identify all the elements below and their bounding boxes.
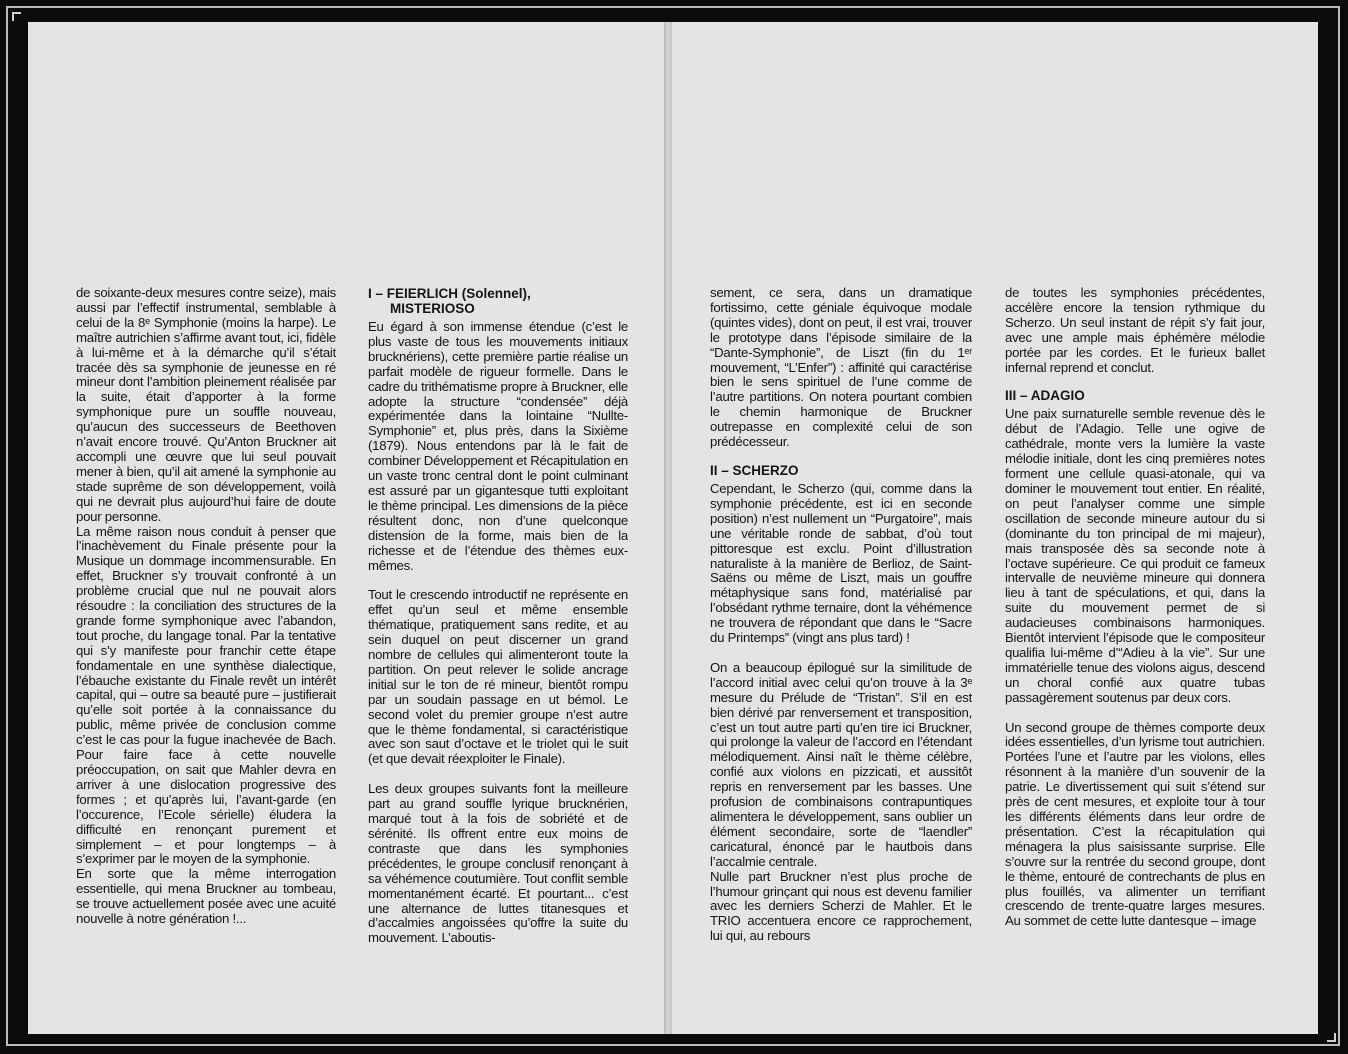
paragraph: Cependant, le Scherzo (qui, comme dans la symphonie précédente, est ici en seconde position) n’est nullement un “Purgatoire”, mais une véritable ronde de sabbat, d’où tout pittoresque est exclu. Point d’illustration naturaliste à la manière de Berlioz, de Saint-Saëns ou même de Liszt, mais un gouffre métaphysique sans fond, matérialisé par l’obsédant rythme ternaire, dont la véhémence ne trouvera de répondant que dans le “Sacre du Printemps” (vingt ans plus tard) ! [710, 480, 972, 646]
paragraph: de soixante-deux mesures contre seize), mais aussi par l’effectif instrumental, semblable à celui de la 8ᵉ Symphonie (moins la harpe). Le maître autrichien s’affirme avant tout, ici, fidèle à lui-même et à la démarche qu’il s’était tracée dès sa symphonie de jeunesse en ré mineur dont l’ambition pleinement réalisée par la suite, était d’apporter à la forme symphonique pure un souffle nouveau, qu’aucun des successeurs de Beethoven n’avait encore trouvé. Qu’Anton Bruckner ait accompli une œuvre que lui seul pouvait mener à bien, qu’il ait amené la symphonie au stade suprême de son développement, voilà qui ne devrait plus aujourd’hui faire de doute pour personne. [76, 286, 336, 524]
paragraph: Eu égard à son immense étendue (c’est le plus vaste de tous les mouvements initiaux brucknériens), cette première partie réalise un parfait modèle de rigueur formelle. Dans le cadre du trithématisme propre à Bruckner, elle adopte la structure “condensée” déjà expérimentée dans la lointaine “Nullte-Symphonie” et, plus près, dans la Sixième (1879). Nous entendons par là le fait de combiner Développement et Récapitulation en un vaste tronc central dont le point culminant est assuré par un gigantesque tutti exploitant le thème principal. Les dimensions de la pièce résultent donc, non d’une quelconque distension de la forme, mais bien de la richesse et de l’étendue des thèmes eux-mêmes. [368, 319, 628, 573]
paragraph: de toutes les symphonies précédentes, accélère encore la tension rythmique du Scherzo. Un seul instant de répit s’y fait jour, avec une ample mais éphémère mélodie portée par les cordes. Et le furieux ballet infernal reprend et conclut. [1005, 286, 1265, 375]
section-heading-feierlich [368, 286, 628, 316]
paragraph: Les deux groupes suivants font la meilleure part au grand souffle lyrique brucknérien, marqué tout à la fois de sobriété et de sérénité. Ils offrent entre eux moins de contraste que dans les symphonies précédentes, le groupe conclusif renonçant à sa véhémence coutumière. Tout conflit semble momentanément écarté. Et pourtant... c’est une alternance de luttes titanesques et d’accalmies angoissées qu’offre la suite du mouvement. L’aboutis- [368, 781, 628, 946]
paragraph: Une paix surnaturelle semble revenue dès le début de l’Adagio. Telle une ogive de cathédrale, monte vers la lumière la vaste mélodie initiale, dont les cinq premières notes forment une cellule quasi-atonale, qui va dominer le mouvement tout entier. En réalité, on peut l’analyser comme une simple oscillation de seconde mineure autour du si (dominante du ton principal de mi majeur), mais transposée dès sa seconde note à l’octave supérieure. Ce qui produit ce fameux intervalle de neuvième mineure qui donnera lieu à tant de spéculations, et qui, dans la suite du mouvement permet de si audacieuses combinaisons harmoniques. Bientôt intervient l’épisode que le compositeur qualifia lui-même d’“Adieu à la vie”. Sur une immatérielle tenue des violons aigus, descend un choral confié aux quatre tubas passagèrement soutenus par deux cors. [1005, 406, 1265, 705]
paragraph: On a beaucoup épilogué sur la similitude de l’accord initial avec celui qu’on trouve à la 3ᵉ mesure du Prélude de “Tristan”. S’il en est bien dérivé par renversement et transposition, c’est un tout autre parti qu’en tire ici Bruckner, qui prolonge la valeur de l’accord en l’étendant mélodiquement. Ainsi naît le thème célèbre, confié aux violons en pizzicati, et aussitôt repris en renversement par les basses. Une profusion de combinaisons contrapuntiques alimentera le développement, sans oublier un élément secondaire, sorte de “laendler” caricatural, énoncé par le hautbois dans l’accalmie centrale. [710, 659, 972, 869]
paragraph: La même raison nous conduit à penser que l’inachèvement du Finale présente pour la Musique un dommage incommensurable. En effet, Bruckner s’y trouvait confronté à un problème crucial que nul ne pouvait alors résoudre : la conciliation des structures de la grande forme symphonique avec l’abandon, tout proche, du langage tonal. Par la tentative qui s’y manifeste pour franchir cette étape fondamentale en une synthèse dialectique, l’ébauche existante du Finale revêt un intérêt capital, qui – outre sa beauté pure – justifierait qu’elle soit portée à la connaissance du public, même privée de conclusion comme c’est le cas pour la fugue inachevée de Bach. Pour faire face à cette nouvelle préoccupation, on sait que Mahler devra en arriver à une dislocation progressive des formes ; et qu’après lui, l’avant-garde (en l’occurence, l’Ecole sérielle) éludera la difficulté en renonçant purement et simplement – et pour longtemps – à s’exprimer par le moyen de la symphonie. [76, 523, 336, 867]
text-column-2 [368, 286, 628, 946]
paragraph: sement, ce sera, dans un dramatique fortissimo, cette géniale équivoque modale (quintes vides), dont on peut, il est vrai, trouver le prototype dans l’épisode similaire de la “Dante-Symphonie”, de Liszt (fin du 1ᵉʳ mouvement, “L’Enfer”) : affinité qui caractérise bien le sens spirituel de l’une comme de l’autre partitions. On notera pourtant combien le chemin harmonique de Bruckner outrepasse en complexité celui de son prédécesseur. [710, 286, 972, 450]
paragraph: Tout le crescendo introductif ne représente en effet qu’un seul et même ensemble thématique, pratiquement sans redite, et au sein duquel on peut discerner un grand nombre de cellules qui alimenteront toute la partition. On peut relever le solide ancrage initial sur le ton de ré mineur, bientôt rompu par un soudain passage en ut bémol. Le second volet du premier groupe n’est autre que le thème fondamental, si caractéristique avec son saut d’octave et le triolet qui le suit (et que devait réexploiter le Finale). [368, 587, 628, 767]
paragraph: Un second groupe de thèmes comporte deux idées essentielles, d’un lyrisme tout autrichien. Portées l’une et l’autre par les violons, elles résonnent à la manière d’un souvenir de la patrie. Le divertissement qui suit s’étend sur près de cent mesures, et exploite tour à tour les différents éléments dans leur ordre de présentation. C’est la récapitulation qui ménagera la plus saisissante surprise. Elle s’ouvre sur la rentrée du second groupe, dont le thème, entouré de contrechants de plus en plus fouillés, va alimenter un terrifiant crescendo de trente-quatre larges mesures. Au sommet de cette lutte dantesque – image [1005, 719, 1265, 929]
text-column-1 [76, 286, 336, 927]
scan-corner-mark [12, 12, 21, 21]
section-heading-scherzo: II – SCHERZO [710, 462, 799, 478]
heading-line: I – FEIERLICH (Solennel), [368, 286, 531, 301]
heading-line: MISTERIOSO [390, 301, 475, 316]
paragraph: En sorte que la même interrogation essentielle, qui mena Bruckner au tombeau, se trouve actuellement posée avec une acuité nouvelle à notre génération !... [76, 866, 336, 927]
paragraph: Nulle part Bruckner n’est plus proche de l’humour grinçant qui nous est devenu familier avec les derniers Scherzi de Mahler. Et le TRIO accentuera encore ce rapprochement, lui qui, au rebours [710, 868, 972, 944]
book-gutter [664, 22, 672, 1034]
section-heading-adagio: III – ADAGIO [1005, 388, 1085, 404]
text-column-4 [1005, 286, 1265, 929]
text-column-3 [710, 286, 972, 944]
scan-corner-mark [1327, 1033, 1336, 1042]
